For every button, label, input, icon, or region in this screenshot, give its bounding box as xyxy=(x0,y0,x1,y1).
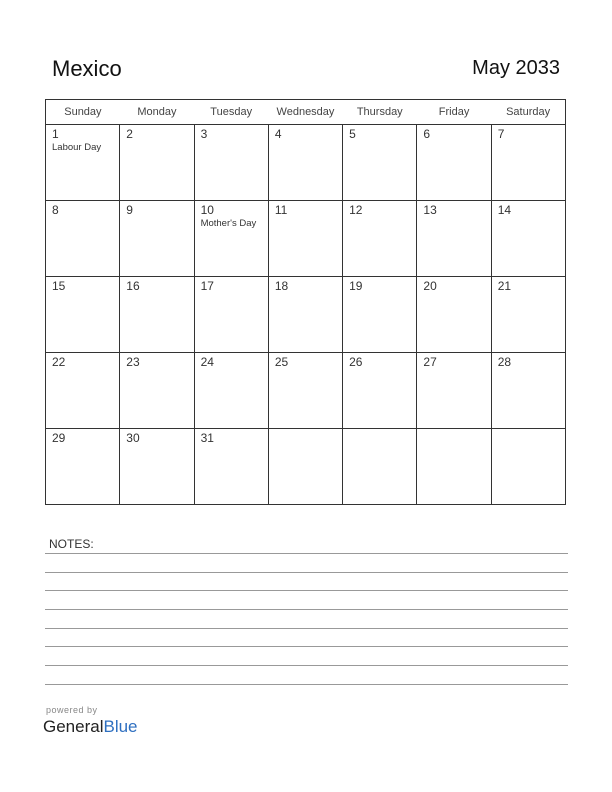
weekday-wednesday: Wednesday xyxy=(268,100,342,125)
note-line xyxy=(45,590,568,591)
day-number: 7 xyxy=(497,127,505,141)
day-cell xyxy=(417,201,491,277)
weekday-saturday: Saturday xyxy=(491,100,565,125)
day-cell xyxy=(491,277,565,353)
brand-logo[interactable] xyxy=(43,717,138,737)
week-row xyxy=(46,201,566,277)
powered-by-text: powered by xyxy=(46,705,98,715)
brand-name-part2: Blue xyxy=(103,717,138,736)
day-number: 9 xyxy=(126,203,133,217)
day-cell xyxy=(46,125,120,201)
day-number: 5 xyxy=(349,127,356,141)
holiday-label: Mother's Day xyxy=(200,218,257,229)
weekday-tuesday: Tuesday xyxy=(194,100,268,125)
day-cell xyxy=(194,353,268,429)
day-number: 23 xyxy=(126,355,140,369)
note-line xyxy=(45,646,568,647)
day-number: 18 xyxy=(274,279,289,293)
day-number: 19 xyxy=(349,279,363,293)
day-number: 29 xyxy=(52,431,66,445)
day-cell xyxy=(343,429,417,505)
day-number: 12 xyxy=(349,203,363,217)
day-number: 21 xyxy=(497,279,512,293)
day-number: 10 xyxy=(200,203,214,217)
holiday-label: Labour Day xyxy=(52,142,102,153)
day-number: 1 xyxy=(52,127,59,141)
day-number: 30 xyxy=(126,431,140,445)
day-number: 26 xyxy=(349,355,363,369)
day-number: 14 xyxy=(497,203,512,217)
week-row xyxy=(46,277,566,353)
day-number: 11 xyxy=(274,203,288,217)
day-cell xyxy=(491,353,565,429)
day-cell xyxy=(120,201,194,277)
day-cell xyxy=(120,429,194,505)
day-cell xyxy=(194,429,268,505)
day-cell xyxy=(46,353,120,429)
weekday-header-row xyxy=(46,100,566,125)
day-number: 2 xyxy=(126,127,133,141)
brand-name-part1: General xyxy=(43,717,104,736)
day-cell xyxy=(46,429,120,505)
weekday-sunday: Sunday xyxy=(46,100,120,125)
note-line xyxy=(45,609,568,610)
day-number: 4 xyxy=(274,127,282,141)
day-number: 25 xyxy=(274,355,289,369)
day-cell xyxy=(194,277,268,353)
weekday-friday: Friday xyxy=(417,100,491,125)
week-row xyxy=(46,429,566,505)
day-number: 16 xyxy=(126,279,140,293)
month-title: May 2033 xyxy=(472,57,560,79)
day-number: 15 xyxy=(52,279,66,293)
note-line xyxy=(45,628,568,629)
day-cell xyxy=(268,201,342,277)
note-line xyxy=(45,665,568,666)
day-cell xyxy=(491,125,565,201)
note-line xyxy=(45,553,568,554)
week-row xyxy=(46,125,566,201)
day-cell xyxy=(417,277,491,353)
day-number: 28 xyxy=(497,355,512,369)
day-cell xyxy=(491,429,565,505)
day-cell xyxy=(491,201,565,277)
day-number: 3 xyxy=(200,127,208,141)
note-line xyxy=(45,572,568,573)
day-number: 24 xyxy=(200,355,214,369)
weekday-monday: Monday xyxy=(120,100,194,125)
notes-label: NOTES: xyxy=(49,537,94,551)
day-number: 17 xyxy=(200,279,214,293)
note-line xyxy=(45,684,568,685)
day-cell xyxy=(417,429,491,505)
day-number: 27 xyxy=(423,355,437,369)
day-number: 8 xyxy=(52,203,59,217)
day-cell xyxy=(417,353,491,429)
day-cell xyxy=(120,125,194,201)
day-cell xyxy=(268,277,342,353)
day-cell xyxy=(343,277,417,353)
day-cell xyxy=(343,353,417,429)
day-number: 13 xyxy=(423,203,437,217)
country-title: Mexico xyxy=(52,56,122,81)
day-cell xyxy=(46,277,120,353)
day-cell xyxy=(343,125,417,201)
day-number: 31 xyxy=(200,431,214,445)
day-number: 22 xyxy=(52,355,66,369)
day-cell xyxy=(268,429,342,505)
day-cell xyxy=(194,125,268,201)
day-cell xyxy=(268,125,342,201)
calendar-grid xyxy=(45,99,566,505)
week-row xyxy=(46,353,566,429)
day-number: 6 xyxy=(423,127,431,141)
day-cell xyxy=(268,353,342,429)
day-cell xyxy=(120,277,194,353)
day-cell xyxy=(343,201,417,277)
day-cell xyxy=(417,125,491,201)
day-cell xyxy=(120,353,194,429)
day-cell xyxy=(194,201,268,277)
weekday-thursday: Thursday xyxy=(343,100,417,125)
day-number: 20 xyxy=(423,279,437,293)
day-cell xyxy=(46,201,120,277)
